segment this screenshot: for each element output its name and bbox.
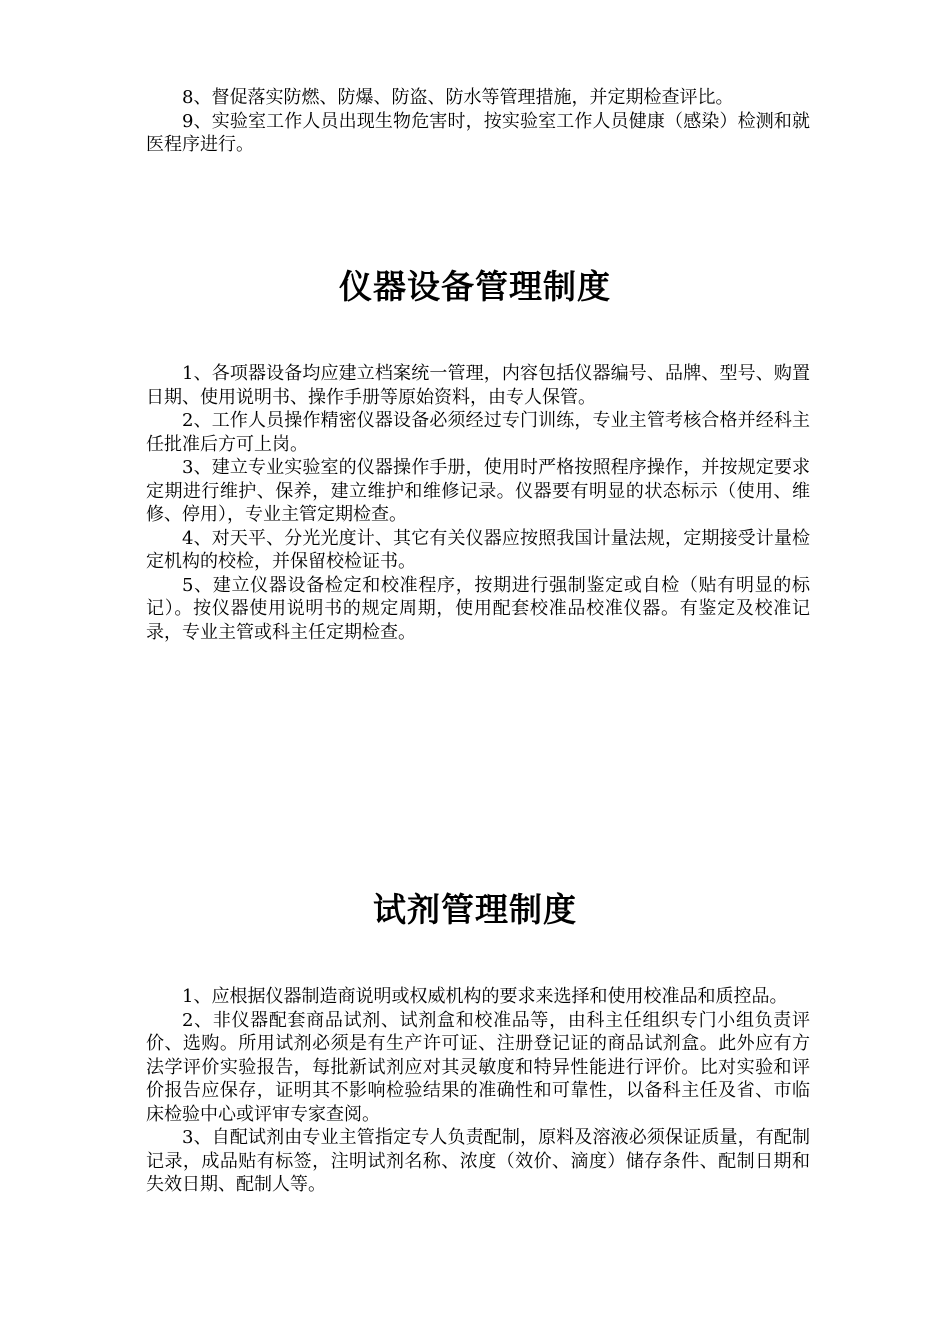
reagent-management-title: 试剂管理制度 [373, 890, 577, 929]
instrument-rule-1: 1、各项器设备均应建立档案统一管理，内容包括仪器编号、品牌、型号、购置日期、使用说明书、操作手册等原始资料，由专人保管。 [146, 363, 810, 408]
instrument-management-title: 仪器设备管理制度 [339, 267, 611, 306]
reagent-rule-2: 2、非仪器配套商品试剂、试剂盒和校准品等，由科主任组织专门小组负责评价、选购。所用试剂必须是有生产许可证、注册登记证的商品试剂盒。此外应有方法学评价实验报告，每批新试剂应对其灵敏度和特异性能进行评价。比对实验和评价报告应保存，证明其不影响检验结果的准确性和可靠性，以备科主任及省、市临床检验中心或评审专家查阅。 [146, 1009, 810, 1125]
instrument-rule-2: 2、工作人员操作精密仪器设备必须经过专门训练，专业主管考核合格并经科主任批准后方可上岗。 [146, 410, 810, 455]
reagent-rule-3: 3、自配试剂由专业主管指定专人负责配制，原料及溶液必须保证质量，有配制记录，成品贴有标签，注明试剂名称、浓度（效价、滴度）储存条件、配制日期和失效日期、配制人等。 [146, 1127, 810, 1195]
reagent-management-section [146, 985, 810, 1197]
rule-item-8: 8、督促落实防燃、防爆、防盗、防水等管理措施，并定期检查评比。 [182, 87, 734, 108]
instrument-rule-3: 3、建立专业实验室的仪器操作手册，使用时严格按照程序操作，并按规定要求定期进行维护、保养，建立维护和维修记录。仪器要有明显的状态标示（使用、维修、停用），专业主管定期检查。 [146, 457, 810, 525]
instrument-rule-5: 5、建立仪器设备检定和校准程序，按期进行强制鉴定或自检（贴有明显的标记）。按仪器使用说明书的规定周期，使用配套校准品校准仪器。有鉴定及校准记录，专业主管或科主任定期检查。 [146, 574, 810, 643]
rule-item-9: 9、实验室工作人员出现生物危害时，按实验室工作人员健康（感染）检测和就医程序进行。 [146, 110, 810, 155]
instrument-rule-4: 4、对天平、分光光度计、其它有关仪器应按照我国计量法规，定期接受计量检定机构的校检，并保留校检证书。 [146, 527, 810, 572]
continued-rules-section [146, 86, 810, 157]
instrument-management-section [146, 362, 810, 644]
reagent-rule-1: 1、应根据仪器制造商说明或权威机构的要求来选择和使用校准品和质控品。 [182, 986, 788, 1007]
